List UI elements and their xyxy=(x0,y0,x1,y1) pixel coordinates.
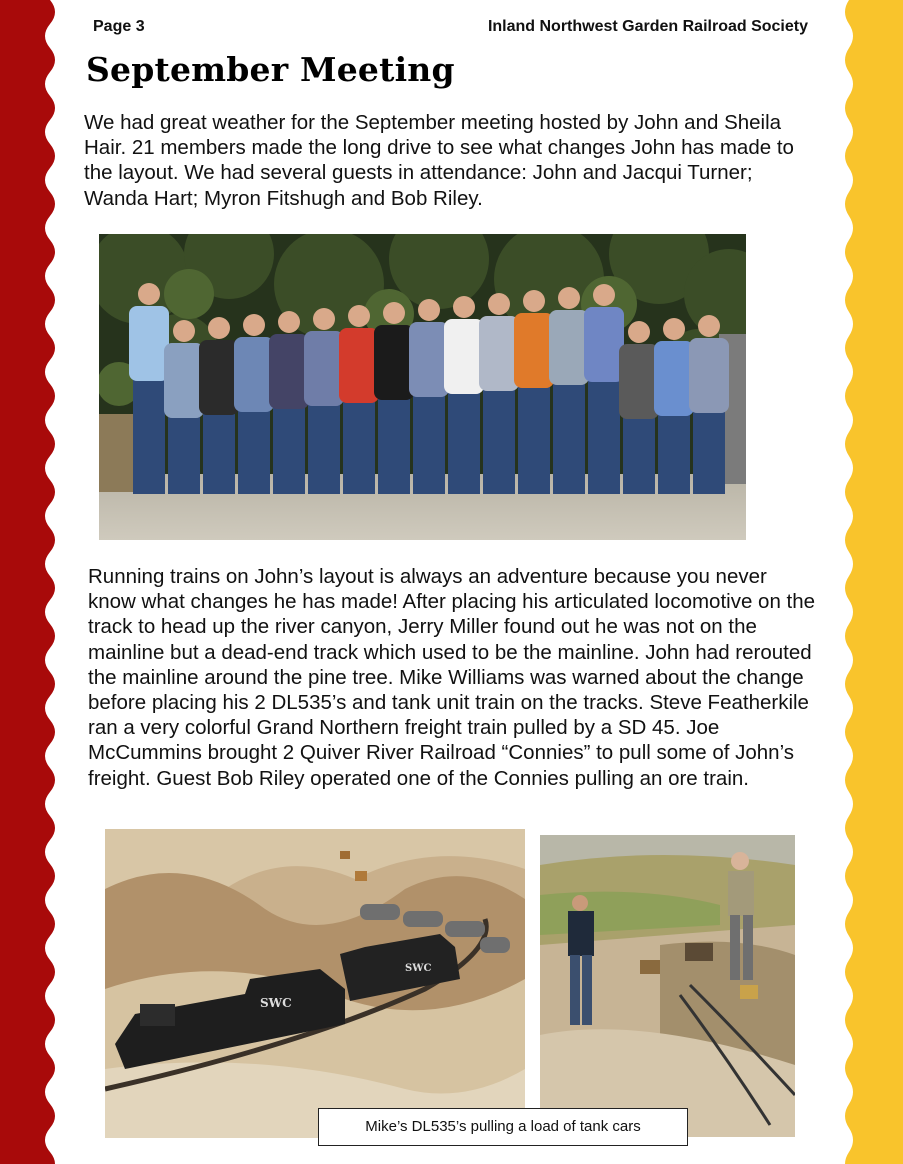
right-yellow-border xyxy=(841,0,903,1164)
article-paragraph-1: We had great weather for the September meeting hosted by John and Sheila Hair. 21 members made the long drive to see what changes John has made to the layout. We had several guests in attendance: John and Jacqui Turner; Wanda Hart; Myron Fitshugh and Bob Riley. xyxy=(84,111,794,210)
society-name: Inland Northwest Garden Railroad Society xyxy=(487,18,808,35)
locomotive-marking-rear: SWC xyxy=(405,963,432,974)
page-number: Page 3 xyxy=(93,18,145,35)
left-red-border xyxy=(0,0,62,1164)
layout-photo xyxy=(540,835,795,1137)
group-photo xyxy=(99,234,746,540)
article-title: September Meeting xyxy=(86,50,455,89)
locomotive-marking-front: SWC xyxy=(260,996,292,1010)
article-paragraph-2: Running trains on John’s layout is always an adventure because you never know what changes he has made! After placing his articulated locomotive on the track to head up the river canyon, Jerry Miller found out he was not on the mainline but a dead-end track which used to be the mainline. John had rerouted the mainline around the pine tree. Mike Williams was warned about the change before placing his 2 DL535’s and tank unit train on the tracks. Steve Featherkile ran a very colorful Grand Northern freight train pulled by a SD 45. Joe McCummins brought 2 Quiver River Railroad “Connies” to pull some of John’s freight. Guest Bob Riley operated one of the Connies pulling an ore train. xyxy=(88,565,816,790)
train-photo xyxy=(105,829,525,1138)
photo-caption: Mike’s DL535’s pulling a load of tank cars xyxy=(318,1108,688,1146)
